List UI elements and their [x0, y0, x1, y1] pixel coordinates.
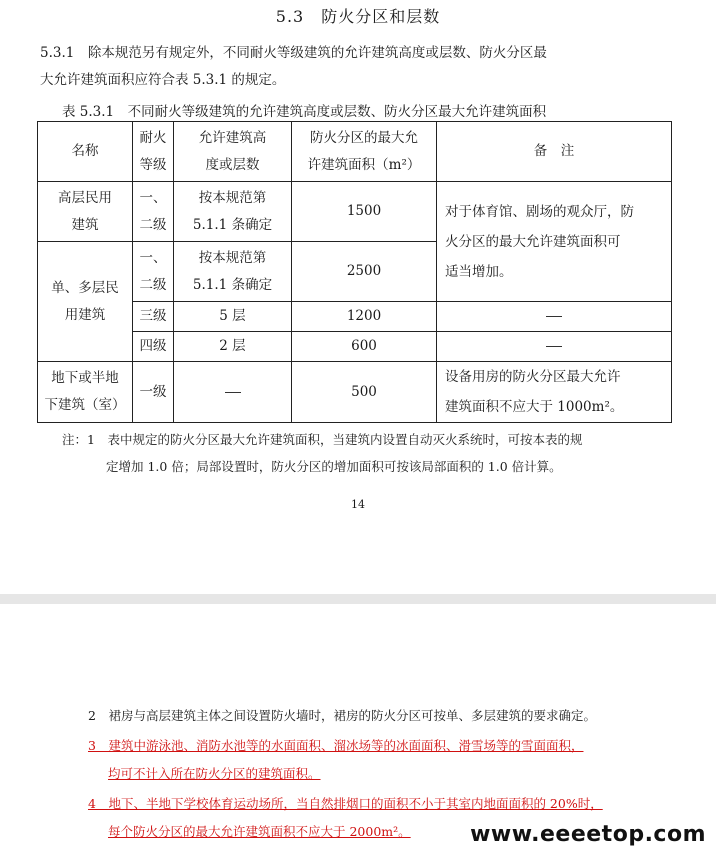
cell-area: 2500	[292, 242, 437, 302]
cell-grade: 四级	[133, 332, 174, 362]
cell-grade: 一、 二级	[133, 182, 174, 242]
cell-height: 按本规范第 5.1.1 条确定	[174, 182, 292, 242]
cell-remark-empty	[437, 332, 672, 362]
cell-area: 1200	[292, 302, 437, 332]
cell-remark-empty	[437, 302, 672, 332]
dash-mark	[225, 392, 241, 393]
header-remark: 备 注	[437, 122, 672, 182]
note-3-line-1: 3 建筑中游泳池、消防水池等的水面面积、溜冰场等的冰面面积、滑雪场等的雪面面积，	[88, 738, 584, 753]
cell-remark: 设备用房的防火分区最大允许 建筑面积不应大于 1000m²。	[437, 362, 672, 423]
table-row	[38, 362, 672, 423]
header-height: 允许建筑高 度或层数	[174, 122, 292, 182]
cell-area: 600	[292, 332, 437, 362]
cell-height: 按本规范第 5.1.1 条确定	[174, 242, 292, 302]
fire-compartment-table	[37, 121, 672, 423]
note-2: 2 裙房与高层建筑主体之间设置防火墙时，裙房的防火分区可按单、多层建筑的要求确定。	[88, 708, 596, 723]
cell-name: 地下或半地 下建筑（室）	[38, 362, 133, 423]
note-4-line-1: 4 地下、半地下学校体育运动场所，当自然排烟口的面积不小于其室内地面面积的 20%时，	[88, 796, 603, 811]
page-number: 14	[351, 498, 365, 511]
cell-name: 单、多层民 用建筑	[38, 242, 133, 362]
cell-area: 1500	[292, 182, 437, 242]
cell-grade: 一、 二级	[133, 242, 174, 302]
document-page-2	[0, 604, 716, 853]
page-separator	[0, 594, 716, 604]
dash-mark	[546, 316, 562, 317]
cell-grade: 三级	[133, 302, 174, 332]
clause-text-line-1: 5.3.1 除本规范另有规定外，不同耐火等级建筑的允许建筑高度或层数、防火分区最	[40, 45, 547, 61]
header-grade: 耐火 等级	[133, 122, 174, 182]
clause-text-line-2: 大允许建筑面积应符合表 5.3.1 的规定。	[40, 72, 286, 88]
header-area: 防火分区的最大允 许建筑面积（m²）	[292, 122, 437, 182]
dash-mark	[546, 346, 562, 347]
header-name: 名称	[38, 122, 133, 182]
table-row	[38, 182, 672, 242]
table-caption: 表 5.3.1 不同耐火等级建筑的允许建筑高度或层数、防火分区最大允许建筑面积	[62, 104, 547, 120]
cell-height: 5 层	[174, 302, 292, 332]
note-3-line-2: 均可不计入所在防火分区的建筑面积。	[108, 766, 321, 781]
table-row	[38, 302, 672, 332]
cell-area: 500	[292, 362, 437, 423]
note-4-line-2: 每个防火分区的最大允许建筑面积不应大于 2000m²。	[108, 824, 411, 839]
cell-grade: 一级	[133, 362, 174, 423]
cell-remark: 对于体育馆、剧场的观众厅，防 火分区的最大允许建筑面积可 适当增加。	[437, 182, 672, 302]
section-title: 5.3 防火分区和层数	[275, 7, 441, 26]
watermark-text: www.eeeetop.com	[470, 822, 706, 847]
table-header-row	[38, 122, 672, 182]
cell-height-empty	[174, 362, 292, 423]
footnote-line-1: 注：1 表中规定的防火分区最大允许建筑面积，当建筑内设置自动灭火系统时，可按本表的规	[62, 432, 583, 447]
cell-name: 高层民用 建筑	[38, 182, 133, 242]
table-row	[38, 332, 672, 362]
footnote-line-2: 定增加 1.0 倍；局部设置时，防火分区的增加面积可按该局部面积的 1.0 倍计算。	[106, 459, 562, 474]
cell-height: 2 层	[174, 332, 292, 362]
